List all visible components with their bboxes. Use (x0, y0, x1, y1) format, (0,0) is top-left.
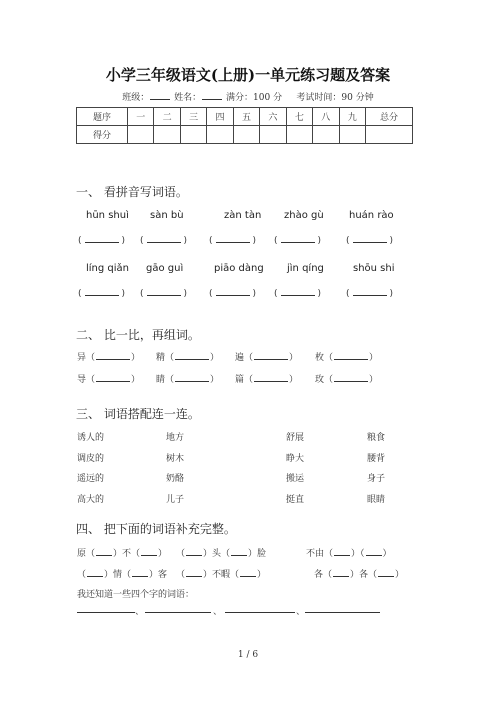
header-cell: 四 (207, 108, 233, 126)
header-cell: 九 (339, 108, 366, 126)
fill-idiom[interactable] (176, 567, 266, 580)
idiom-text: ）不暇（ (203, 570, 240, 580)
match-word[interactable]: 诱人的 (77, 433, 105, 443)
character: 导 (77, 375, 87, 385)
character: 篇 (235, 375, 245, 385)
character: 枚 (315, 353, 325, 363)
exam-time: 考试时间：90 分钟 (296, 93, 374, 103)
separator: 、 (135, 607, 145, 617)
idiom-text: ） (158, 549, 168, 559)
section-4-heading: 四、 把下面的词语补充完整。 (76, 522, 236, 536)
fill-idiom[interactable] (77, 567, 167, 580)
match-word[interactable]: 树木 (166, 454, 185, 464)
idiom-text: ） (257, 570, 267, 580)
score-row-label: 得分 (77, 126, 128, 144)
match-word[interactable]: 睁大 (286, 454, 305, 464)
exam-info (0, 90, 496, 103)
extra-idioms-prompt: 我还知道一些四个字的词语： (77, 590, 195, 600)
header-cell: 七 (286, 108, 312, 126)
match-word[interactable]: 高大的 (77, 495, 105, 505)
header-cell: 五 (233, 108, 259, 126)
section-3-heading: 三、 词语搭配连一连。 (76, 407, 200, 421)
pinyin: líng qiǎn (86, 263, 130, 274)
score-table-header-row (77, 108, 413, 126)
score-cell[interactable] (154, 126, 180, 144)
compare-item[interactable]: 睛（ ） (156, 375, 220, 385)
match-word[interactable]: 儿子 (166, 495, 185, 505)
answer-blank[interactable]: ( ) (346, 236, 394, 246)
match-word[interactable]: 遥远的 (77, 474, 105, 484)
answer-blank[interactable]: ( ) (274, 236, 322, 246)
class-label: 班级： (122, 93, 150, 103)
idiom-text: 各（ (314, 570, 333, 580)
answer-blank[interactable]: ( ) (209, 236, 257, 246)
match-word[interactable]: 挺直 (286, 495, 305, 505)
match-word[interactable]: 身子 (367, 474, 386, 484)
idiom-text: ）情（ (104, 570, 132, 580)
compare-item[interactable]: 异（ ） (77, 353, 141, 363)
header-cell: 八 (313, 108, 339, 126)
idiom-text: ）不（ (113, 549, 141, 559)
idiom-text: （ (77, 570, 87, 580)
idiom-text: ） (395, 570, 405, 580)
character: 异 (77, 353, 87, 363)
section-1-heading: 一、 看拼音写词语。 (76, 185, 188, 199)
idiom-text: ）（ (351, 549, 365, 559)
character: 遍 (235, 353, 245, 363)
match-word[interactable]: 眼睛 (367, 495, 386, 505)
character: 精 (156, 353, 166, 363)
idiom-text: ）各（ (350, 570, 378, 580)
idiom-text: （ (176, 549, 186, 559)
separator: 、 (296, 607, 306, 617)
header-cell: 六 (260, 108, 286, 126)
match-word[interactable]: 腰背 (367, 454, 386, 464)
compare-item[interactable]: 精（ ） (156, 353, 220, 363)
score-table-score-row (77, 126, 413, 144)
score-cell[interactable] (233, 126, 259, 144)
fill-idiom[interactable] (77, 546, 167, 559)
compare-item[interactable]: 玫（ ） (315, 375, 379, 385)
answer-blank[interactable]: ( ) (78, 289, 126, 299)
answer-blank[interactable]: ( ) (140, 236, 188, 246)
class-blank[interactable] (150, 91, 170, 100)
idiom-text: ） (382, 549, 392, 559)
score-cell[interactable] (207, 126, 233, 144)
match-word[interactable]: 地方 (166, 433, 185, 443)
score-cell[interactable] (180, 126, 206, 144)
score-table (76, 107, 413, 144)
fill-idiom[interactable] (306, 546, 392, 559)
idiom-text: 原（ (77, 549, 96, 559)
idiom-text: ）脸 (248, 549, 267, 559)
match-word[interactable]: 粮食 (367, 433, 386, 443)
fill-idiom[interactable] (314, 567, 404, 580)
compare-item[interactable]: 枚（ ） (315, 353, 379, 363)
score-cell[interactable] (339, 126, 366, 144)
pinyin: zhào gù (284, 210, 324, 221)
pinyin: hūn shuì (86, 210, 129, 221)
match-word[interactable]: 奶酪 (166, 474, 185, 484)
match-word[interactable]: 舒展 (286, 433, 305, 443)
answer-blank[interactable]: ( ) (346, 289, 394, 299)
section-2-heading: 二、 比一比，再组词。 (76, 328, 200, 342)
pinyin: zàn tàn (224, 210, 262, 221)
name-label: 姓名： (174, 93, 202, 103)
header-cell: 题序 (77, 108, 128, 126)
pinyin: piāo dàng (214, 263, 264, 274)
page-number: 1 / 6 (237, 650, 259, 660)
match-word[interactable]: 调皮的 (77, 454, 105, 464)
separator: 、 (213, 607, 223, 617)
idiom-text: 不由（ (306, 549, 334, 559)
answer-line[interactable] (305, 612, 380, 613)
idiom-text: （ (176, 570, 186, 580)
pinyin: shōu shi (353, 263, 395, 274)
fill-idiom[interactable] (176, 546, 266, 559)
answer-blank[interactable]: ( ) (274, 289, 322, 299)
pinyin: jìn qíng (287, 263, 324, 274)
page-title: 小学三年级语文(上册)一单元练习题及答案 (105, 66, 391, 84)
header-cell: 二 (154, 108, 180, 126)
score-cell[interactable] (128, 126, 154, 144)
header-cell: 三 (180, 108, 206, 126)
score-cell[interactable] (260, 126, 286, 144)
score-cell[interactable] (313, 126, 339, 144)
compare-item[interactable]: 篇（ ） (235, 375, 299, 385)
answer-line[interactable] (225, 612, 295, 613)
full-score: 满分：100 分 (226, 93, 283, 103)
score-cell[interactable] (286, 126, 312, 144)
answer-blank[interactable]: ( ) (78, 236, 126, 246)
idiom-text: ）头（ (203, 549, 231, 559)
answer-line[interactable] (77, 612, 135, 613)
pinyin: huán rào (349, 210, 394, 221)
compare-item[interactable]: 遍（ ） (235, 353, 299, 363)
answer-line[interactable] (145, 612, 211, 613)
idiom-text: ）客 (149, 570, 168, 580)
score-cell[interactable] (366, 126, 413, 144)
compare-item[interactable]: 导（ ） (77, 375, 141, 385)
header-cell: 总分 (366, 108, 413, 126)
answer-blank[interactable]: ( ) (140, 289, 188, 299)
name-blank[interactable] (202, 91, 222, 100)
character: 玫 (315, 375, 325, 385)
pinyin: gāo guì (146, 263, 184, 274)
character: 睛 (156, 375, 166, 385)
match-word[interactable]: 搬运 (286, 474, 305, 484)
pinyin: sàn bù (150, 210, 184, 221)
header-cell: 一 (128, 108, 154, 126)
answer-blank[interactable]: ( ) (209, 289, 257, 299)
